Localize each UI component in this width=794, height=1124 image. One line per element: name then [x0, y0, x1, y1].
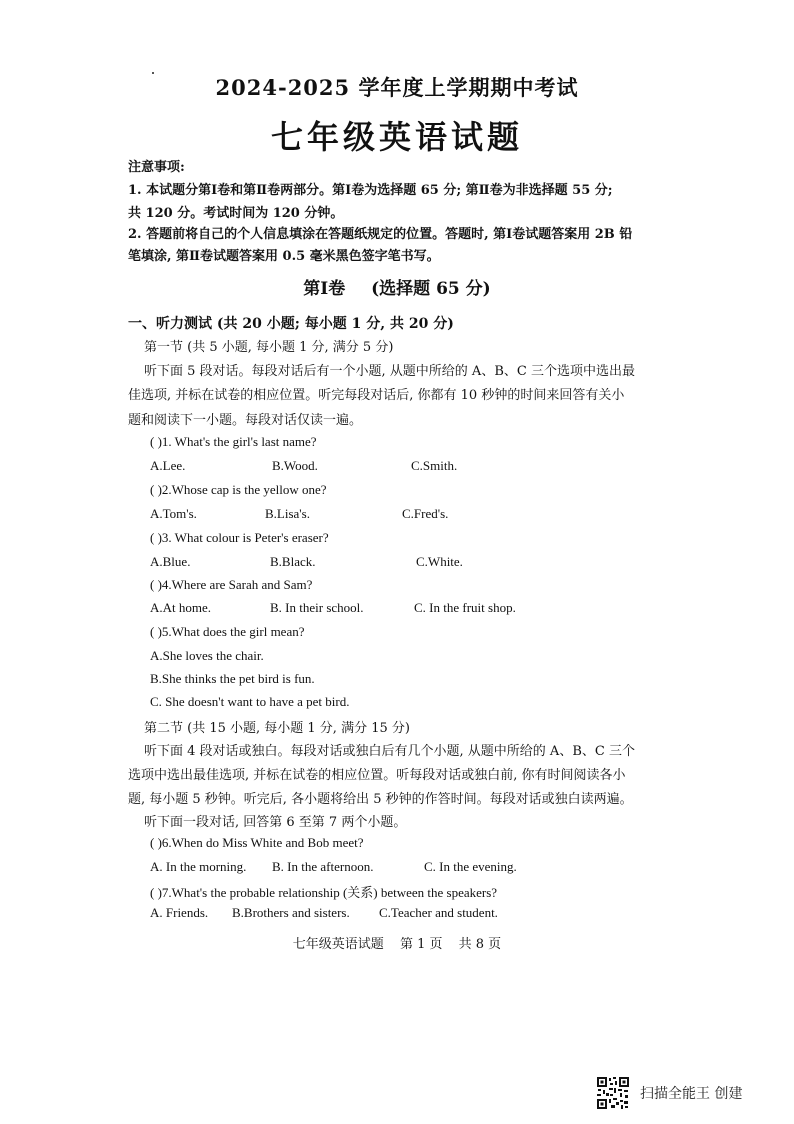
exam-title: 2024-2025 学年度上学期期中考试: [215, 75, 579, 100]
part-2-instruction-3: 题, 每小题 5 秒钟。听完后, 各小题将给出 5 秒钟的作答时间。每段对话或独白读两遍。: [128, 792, 633, 807]
question-1-stem: ( )1. What's the girl's last name?: [150, 434, 317, 449]
part-2-sub-instruction: 听下面一段对话, 回答第 6 至第 7 两个小题。: [144, 815, 407, 830]
volume-heading: [0, 274, 794, 299]
part-1-instruction-1: 听下面 5 段对话。每段对话后有一个小题, 从题中所给的 A、B、C 三个选项中选出最: [144, 364, 635, 379]
volume-name: 第Ⅰ卷: [303, 279, 346, 299]
question-2-option-b: B.Lisa's.: [265, 506, 310, 521]
part-2-instruction-2: 选项中选出最佳选项, 并标在试卷的相应位置。听每段对话或独白前, 你有时间阅读各小: [128, 768, 626, 783]
notice-line-3: 2. 答题前将自己的个人信息填涂在答题纸规定的位置。答题时, 第Ⅰ卷试题答案用 2B 铅: [128, 227, 633, 242]
question-1-option-a: A.Lee.: [150, 458, 186, 473]
question-2-stem: ( )2.Whose cap is the yellow one?: [150, 482, 327, 497]
question-5-option-c: C. She doesn't want to have a pet bird.: [150, 694, 350, 709]
part-1-instruction-2: 佳选项, 并标在试卷的相应位置。听完每段对话后, 你都有 10 秒钟的时间来回答有关小: [128, 388, 625, 403]
question-3-option-c: C.White.: [416, 554, 463, 569]
question-1-option-b: B.Wood.: [272, 458, 318, 473]
question-5-option-b: B.She thinks the pet bird is fun.: [150, 671, 315, 686]
question-6-option-b: B. In the afternoon.: [272, 859, 374, 874]
question-1-option-c: C.Smith.: [411, 458, 458, 473]
question-5-option-a: A.She loves the chair.: [150, 648, 264, 663]
question-5-stem: ( )5.What does the girl mean?: [150, 624, 305, 639]
question-4-option-c: C. In the fruit shop.: [414, 600, 516, 615]
question-4-stem: ( )4.Where are Sarah and Sam?: [150, 577, 313, 592]
notice-line-1: 1. 本试题分第Ⅰ卷和第Ⅱ卷两部分。第Ⅰ卷为选择题 65 分; 第Ⅱ卷为非选择题 55 分;: [128, 183, 613, 198]
question-7-stem: ( )7.What's the probable relationship (关系) between the speakers?: [150, 885, 498, 900]
part-2-title: 第二节 (共 15 小题, 每小题 1 分, 满分 15 分): [144, 721, 410, 736]
part-1-instruction-3: 题和阅读下一小题。每段对话仅读一遍。: [128, 413, 363, 428]
question-7-option-c: C.Teacher and student.: [379, 905, 498, 920]
question-6-stem: ( )6.When do Miss White and Bob meet?: [150, 835, 364, 850]
question-7-option-a: A. Friends.: [150, 905, 209, 920]
notice-line-2: 共 120 分。考试时间为 120 分钟。: [128, 206, 344, 221]
notice-line-4: 笔填涂, 第Ⅱ卷试题答案用 0.5 毫米黑色签字笔书写。: [128, 249, 440, 264]
question-4-option-b: B. In their school.: [270, 600, 364, 615]
question-2-option-a: A.Tom's.: [150, 506, 197, 521]
section-1-title: 一、听力测试 (共 20 小题; 每小题 1 分, 共 20 分): [128, 316, 454, 332]
question-6-option-a: A. In the morning.: [150, 859, 247, 874]
footer-subject: 七年级英语试题: [292, 937, 384, 952]
question-2-option-c: C.Fred's.: [402, 506, 449, 521]
notice-heading: 注意事项:: [128, 160, 185, 175]
page-footer: [0, 933, 794, 952]
question-3-stem: ( )3. What colour is Peter's eraser?: [150, 530, 329, 545]
scanner-watermark: 扫描全能王 创建: [640, 1086, 743, 1102]
volume-desc: (选择题 65 分): [371, 279, 491, 299]
question-6-option-c: C. In the evening.: [424, 859, 517, 874]
question-7-option-b: B.Brothers and sisters.: [232, 905, 350, 920]
footer-page-number: 第 1 页: [399, 937, 443, 952]
question-3-option-b: B.Black.: [270, 554, 316, 569]
part-2-instruction-1: 听下面 4 段对话或独白。每段对话或独白后有几个小题, 从题中所给的 A、B、C 三个: [144, 744, 635, 759]
part-1-title: 第一节 (共 5 小题, 每小题 1 分, 满分 5 分): [144, 340, 394, 355]
question-4-option-a: A.At home.: [150, 600, 212, 615]
qr-code-icon: [596, 1076, 630, 1110]
footer-total-pages: 共 8 页: [458, 937, 502, 952]
question-3-option-a: A.Blue.: [150, 554, 191, 569]
subject-title: 七年级英语试题: [270, 118, 523, 156]
